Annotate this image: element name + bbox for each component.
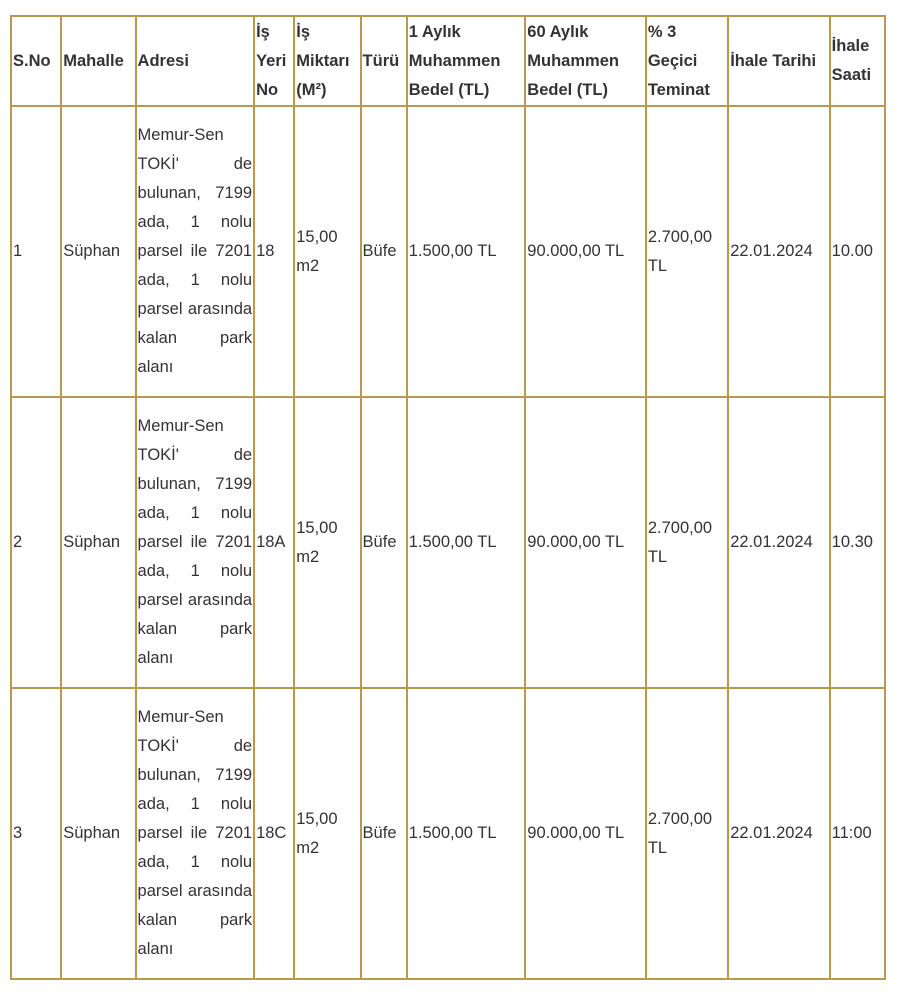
table-row — [11, 397, 885, 688]
cell-tarih: 22.01.2024 — [728, 688, 829, 979]
cell-adres: Memur-Sen TOKİ' de bulunan, 7199 ada, 1 nolu parsel ile 7201 ada, 1 nolu parsel arasında kalan park alanı — [136, 397, 255, 688]
cell-tarih: 22.01.2024 — [728, 106, 829, 397]
cell-sno: 1 — [11, 106, 61, 397]
header-aylik1: 1 Aylık Muhammen Bedel (TL) — [407, 16, 526, 106]
cell-mahalle: Süphan — [61, 397, 135, 688]
header-sno: S.No — [11, 16, 61, 106]
header-adresi: Adresi — [136, 16, 255, 106]
cell-isyeri: 18A — [254, 397, 294, 688]
cell-isyeri: 18C — [254, 688, 294, 979]
tender-table — [10, 15, 886, 980]
cell-tur: Büfe — [361, 397, 407, 688]
cell-miktar: 15,00 m2 — [294, 397, 360, 688]
header-turu: Türü — [361, 16, 407, 106]
cell-aylik60: 90.000,00 TL — [525, 397, 646, 688]
header-tarih: İhale Tarihi — [728, 16, 829, 106]
cell-adres: Memur-Sen TOKİ' de bulunan, 7199 ada, 1 nolu parsel ile 7201 ada, 1 nolu parsel arasında kalan park alanı — [136, 106, 255, 397]
cell-teminat: 2.700,00 TL — [646, 688, 728, 979]
header-row — [11, 16, 885, 106]
cell-mahalle: Süphan — [61, 106, 135, 397]
cell-sno: 3 — [11, 688, 61, 979]
cell-aylik1: 1.500,00 TL — [407, 106, 526, 397]
header-miktari: İş Miktarı (M²) — [294, 16, 360, 106]
table-row — [11, 688, 885, 979]
cell-aylik60: 90.000,00 TL — [525, 688, 646, 979]
cell-saat: 11:00 — [830, 688, 885, 979]
header-isyeri: İş Yeri No — [254, 16, 294, 106]
cell-aylik60: 90.000,00 TL — [525, 106, 646, 397]
cell-teminat: 2.700,00 TL — [646, 397, 728, 688]
cell-saat: 10.30 — [830, 397, 885, 688]
header-aylik60: 60 Aylık Muhammen Bedel (TL) — [525, 16, 646, 106]
cell-tur: Büfe — [361, 688, 407, 979]
cell-mahalle: Süphan — [61, 688, 135, 979]
header-teminat: % 3 Geçici Teminat — [646, 16, 728, 106]
cell-miktar: 15,00 m2 — [294, 106, 360, 397]
cell-tarih: 22.01.2024 — [728, 397, 829, 688]
cell-aylik1: 1.500,00 TL — [407, 397, 526, 688]
cell-saat: 10.00 — [830, 106, 885, 397]
cell-miktar: 15,00 m2 — [294, 688, 360, 979]
cell-sno: 2 — [11, 397, 61, 688]
cell-tur: Büfe — [361, 106, 407, 397]
header-mahalle: Mahalle — [61, 16, 135, 106]
table-row — [11, 106, 885, 397]
cell-teminat: 2.700,00 TL — [646, 106, 728, 397]
header-saat: İhale Saati — [830, 16, 885, 106]
cell-adres: Memur-Sen TOKİ' de bulunan, 7199 ada, 1 nolu parsel ile 7201 ada, 1 nolu parsel arasında kalan park alanı — [136, 688, 255, 979]
cell-aylik1: 1.500,00 TL — [407, 688, 526, 979]
cell-isyeri: 18 — [254, 106, 294, 397]
